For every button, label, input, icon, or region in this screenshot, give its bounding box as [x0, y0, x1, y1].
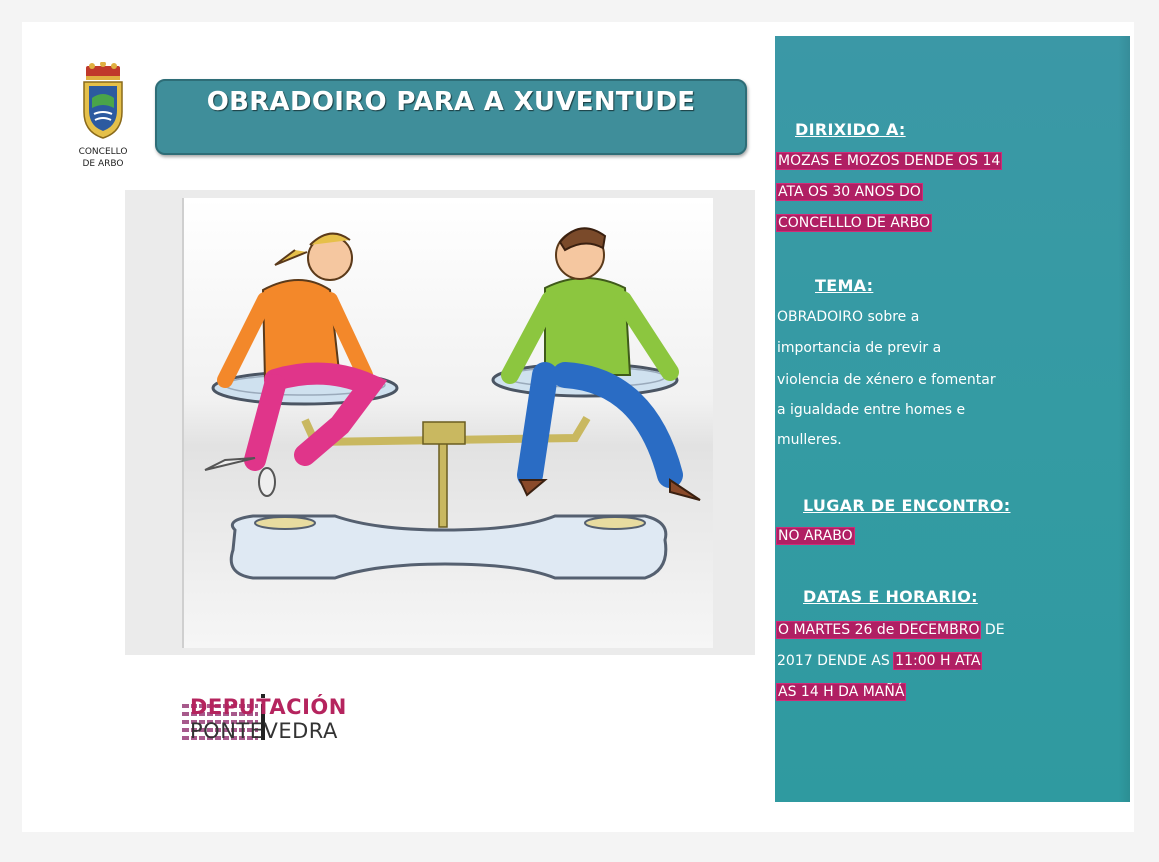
municipality-name [64, 146, 142, 170]
tema-line-2: importancia de previr a [777, 340, 942, 356]
dirixido-line-2-text: ATA OS 30 ANOS DO [778, 184, 921, 200]
dirixido-line-1 [777, 152, 1001, 170]
datas-end-time-highlight: AS 14 H DA MAÑÁ [778, 684, 905, 700]
heading-datas: DATAS E HORARIO: [803, 587, 978, 606]
municipality-line-1: CONCELLO [78, 147, 128, 157]
datas-line-3 [777, 683, 905, 701]
heading-tema: TEMA: [815, 276, 874, 295]
heading-lugar: LUGAR DE ENCONTRO: [803, 496, 1011, 515]
dirixido-line-3-text: CONCELLLO DE ARBO [778, 215, 931, 231]
tema-line-5: mulleres. [777, 432, 842, 448]
tema-line-4: a igualdade entre homes e [777, 402, 966, 418]
lugar-line-1 [777, 527, 854, 545]
logo-line-deputacion: DEPUTACIÓN [190, 695, 347, 719]
tema-line-3: violencia de xénero e fomentar [777, 372, 996, 388]
datas-line-1-rest: DE [980, 622, 1005, 638]
page-title: OBRADOIRO PARA A XUVENTUDE [206, 87, 696, 117]
dirixido-line-2 [777, 183, 922, 201]
dirixido-line-1-text: MOZAS E MOZOS DENDE OS 14 [778, 153, 1001, 169]
datas-start-time-highlight: 11:00 H ATA [895, 653, 981, 669]
seesaw-couple-illustration [125, 190, 755, 655]
heading-dirixido: DIRIXIDO A: [795, 120, 906, 139]
tema-line-1: OBRADOIRO sobre a [777, 309, 920, 325]
municipality-line-2: DE ARBO [82, 159, 124, 169]
datas-line-2-plain: 2017 DENDE AS [777, 653, 895, 669]
arbo-coat-of-arms-icon [80, 62, 126, 140]
datas-line-2 [777, 652, 981, 670]
datas-date-highlight: O MARTES 26 de DECEMBRO [778, 622, 980, 638]
title-banner [155, 79, 747, 155]
logo-line-pontevedra: PONTEVEDRA [190, 719, 338, 743]
datas-line-1 [777, 621, 1005, 639]
lugar-line-1-text: NO ARABO [778, 528, 853, 544]
dirixido-line-3 [777, 214, 931, 232]
